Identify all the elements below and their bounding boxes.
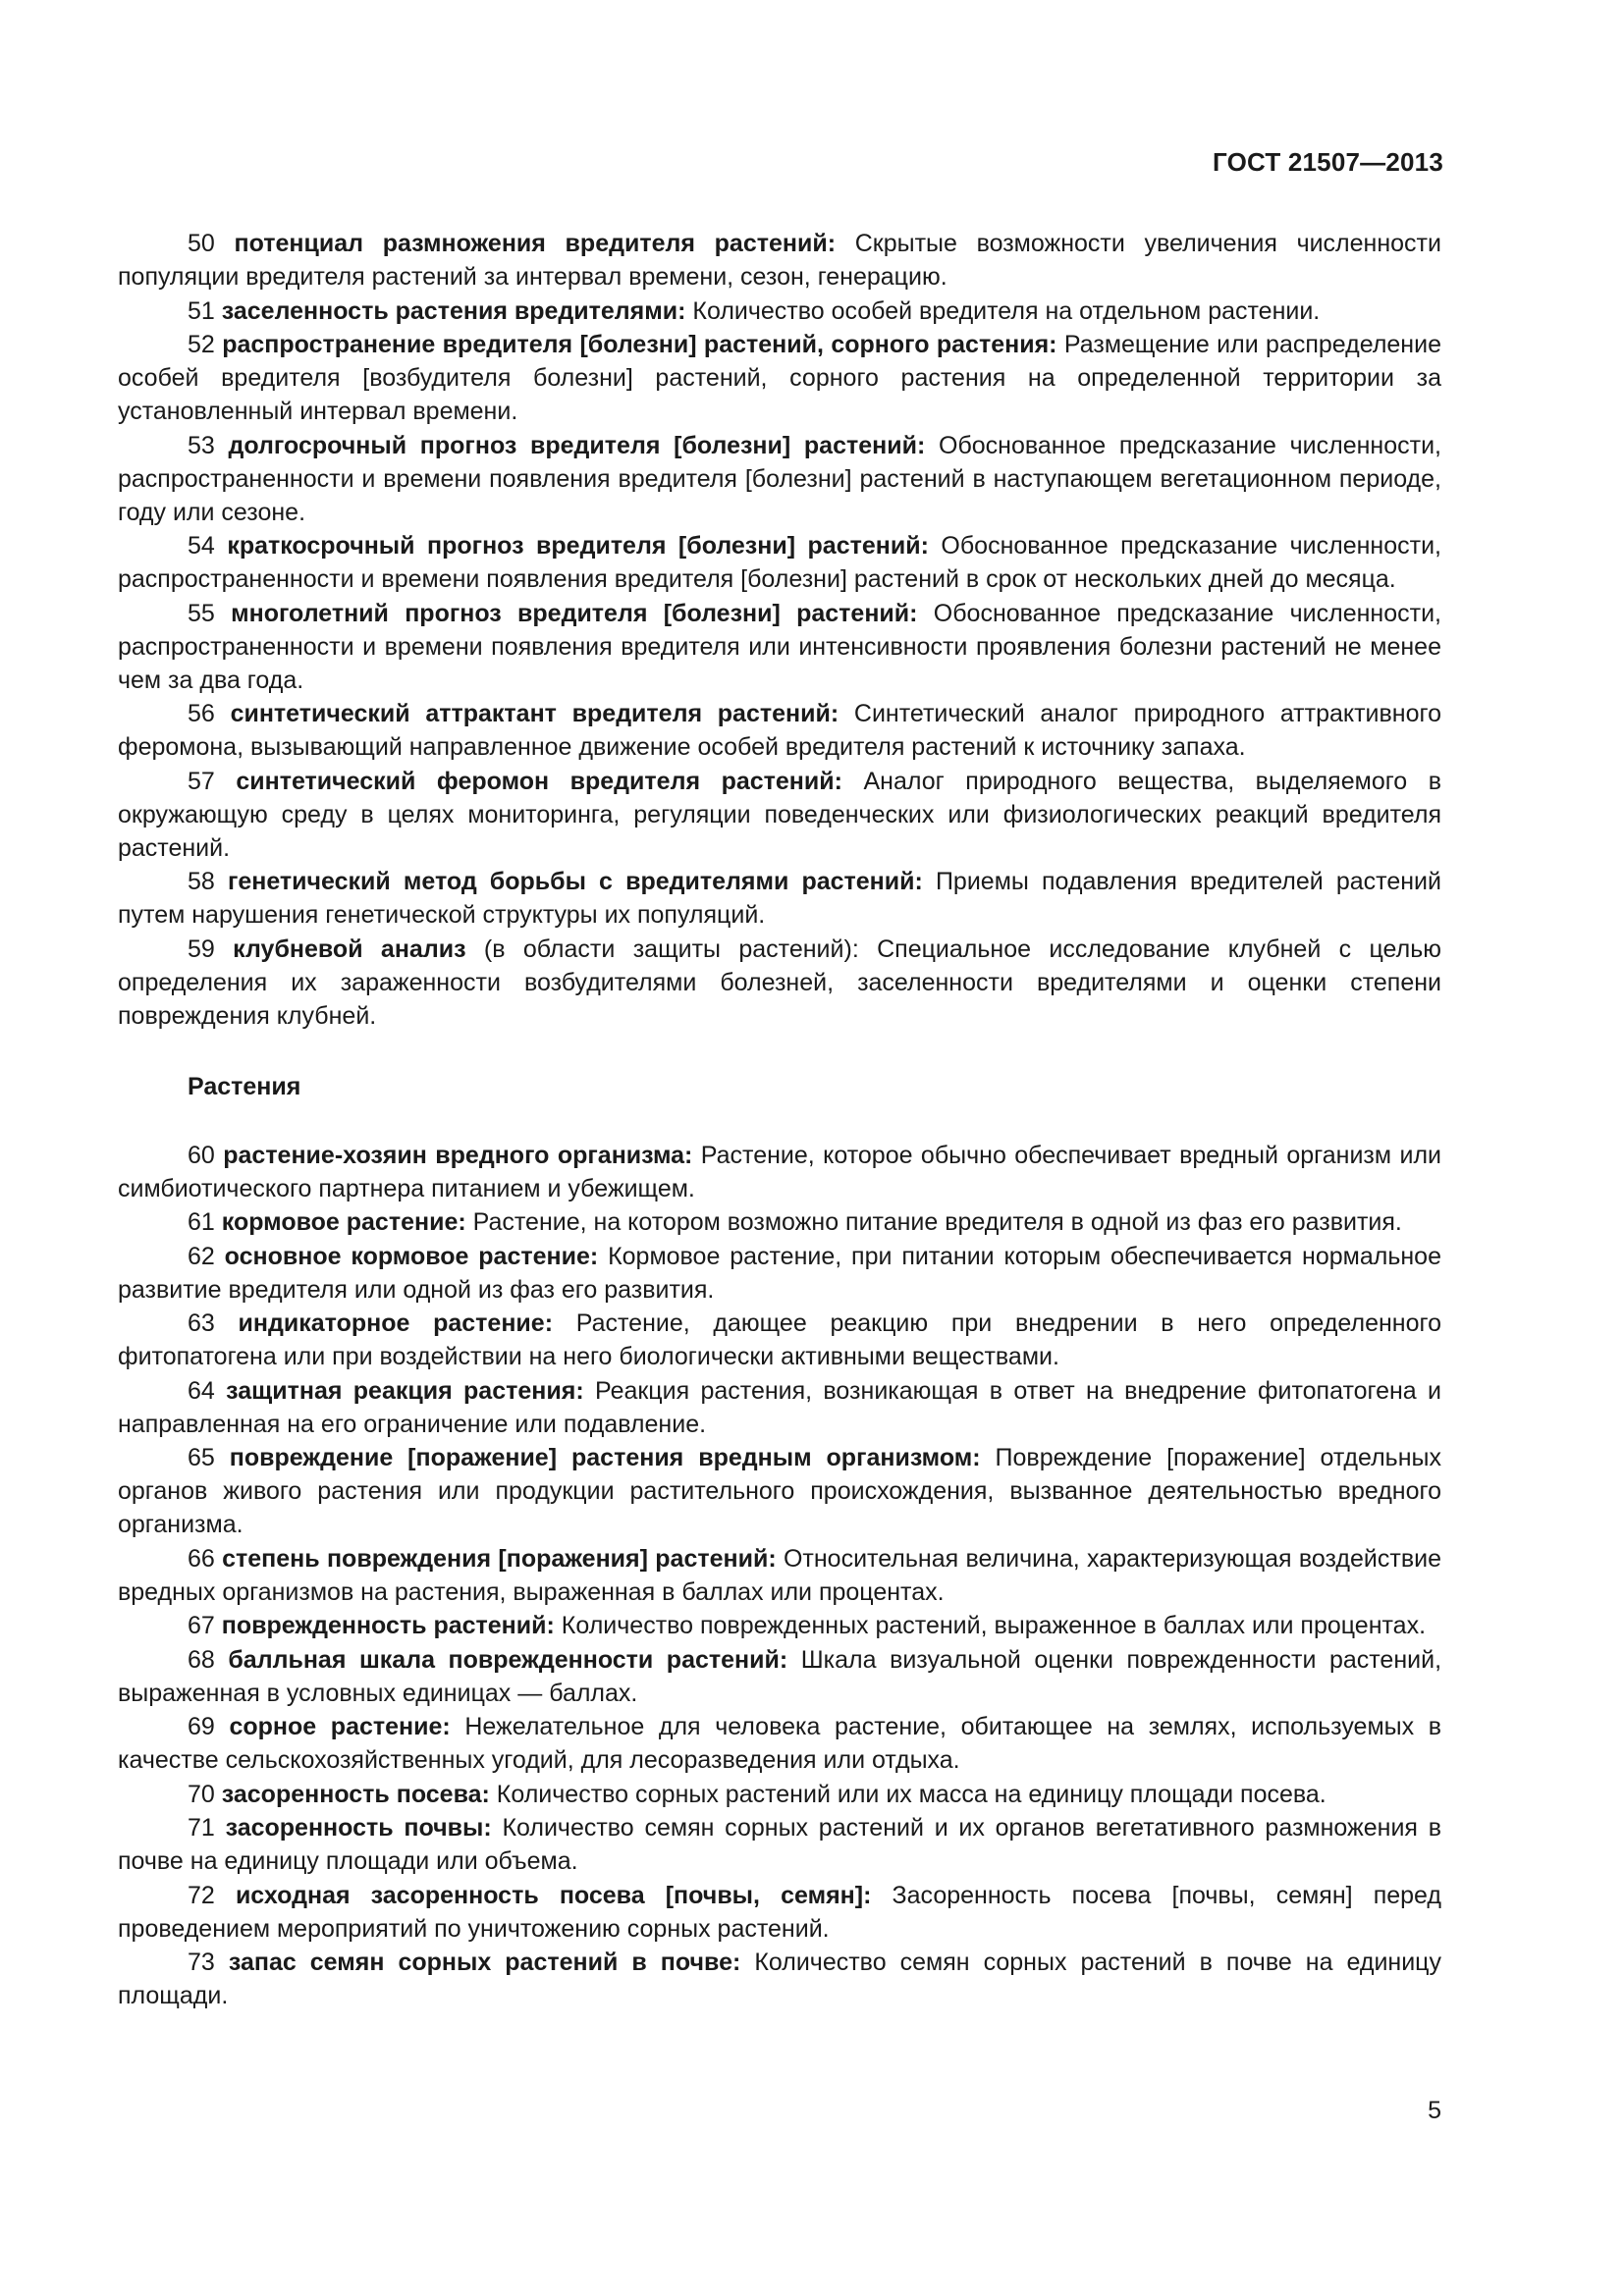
entry-term: генетический метод борьбы с вредителями растений:	[227, 868, 923, 895]
term-entry-65	[118, 1441, 1441, 1541]
term-entry-51	[118, 294, 1441, 328]
entry-number: 54	[188, 532, 215, 560]
entry-number: 71	[188, 1814, 215, 1842]
term-entry-73	[118, 1946, 1441, 2012]
entry-number: 57	[188, 767, 215, 795]
term-entry-59	[118, 933, 1441, 1033]
entry-definition: Аналог природного вещества, выделяемого в окружающую среду в целях мониторинга, регуляции поведенческих или физиологических реакций вредителя растений.	[118, 767, 1441, 862]
entry-number: 73	[188, 1949, 215, 1976]
term-entry-54	[118, 529, 1441, 596]
page-number: 5	[1428, 2097, 1441, 2124]
entry-number: 61	[188, 1208, 215, 1236]
term-entry-55	[118, 597, 1441, 697]
entry-number: 70	[188, 1780, 215, 1808]
entry-definition: Скрытые возможности увеличения численности популяции вредителя растений за интервал времени, сезон, генерацию.	[118, 230, 1441, 291]
entry-definition: Относительная величина, характеризующая воздействие вредных организмов на растения, выраженная в баллах или процентах.	[118, 1544, 1441, 1606]
entry-term: кормовое растение:	[221, 1208, 466, 1236]
terms-list-group-1	[118, 227, 1441, 1033]
entry-number: 65	[188, 1444, 215, 1471]
entry-term: синтетический аттрактант вредителя растений:	[230, 700, 839, 727]
section-heading: Растения	[188, 1072, 301, 1100]
entry-number: 62	[188, 1242, 215, 1270]
term-entry-58	[118, 865, 1441, 932]
entry-definition: Засоренность посева [почвы, семян] перед проведением мероприятий по уничтожению сорных растений.	[118, 1881, 1441, 1943]
entry-term: засоренность посева:	[221, 1780, 490, 1808]
entry-number: 58	[188, 868, 215, 895]
entry-term: основное кормовое растение:	[224, 1242, 599, 1270]
entry-term: индикаторное растение:	[238, 1309, 554, 1337]
entry-term: сорное растение:	[229, 1713, 451, 1740]
entry-number: 68	[188, 1645, 215, 1674]
entry-definition: (в области защиты растений): Специальное исследование клубней с целью определения их зараженности возбудителями болезней, заселенности вредителями и оценки степени повреждения клубней.	[118, 934, 1441, 1030]
entry-term: заселенность растения вредителями:	[221, 296, 686, 325]
entry-definition: Кормовое растение, при питании которым обеспечивается нормальное развитие вредителя или одной из фаз его развития.	[118, 1242, 1441, 1304]
entry-definition: Синтетический аналог природного аттрактивного феромона, вызывающий направленное движение особей вредителя растений к источнику запаха.	[118, 700, 1441, 761]
term-entry-72	[118, 1879, 1441, 1946]
entry-number: 64	[188, 1376, 215, 1405]
entry-number: 53	[188, 431, 215, 459]
entry-number: 66	[188, 1544, 215, 1573]
term-entry-66	[118, 1542, 1441, 1609]
entry-term: клубневой анализ	[233, 934, 466, 963]
entry-number: 51	[188, 296, 215, 325]
entry-definition: Повреждение [поражение] отдельных органов живого растения или продукции растительного происхождения, вызванное деятельностью вредного организма.	[118, 1444, 1441, 1538]
entry-definition: Количество семян сорных растений в почве на единицу площади.	[118, 1949, 1441, 2009]
entry-term: растение-хозяин вредного организма:	[223, 1141, 693, 1169]
entry-term: защитная реакция растения:	[226, 1376, 584, 1405]
entry-definition: Реакция растения, возникающая в ответ на внедрение фитопатогена и направленная на его ограничение или подавление.	[118, 1376, 1441, 1438]
entry-term: поврежденность растений:	[221, 1612, 555, 1639]
entry-term: потенциал размножения вредителя растений:	[234, 230, 837, 257]
entry-definition: Обоснованное предсказание численности, распространенности и времени появления вредителя [болезни] растений в срок от нескольких дней до месяца.	[118, 532, 1441, 593]
entry-definition: Шкала визуальной оценки поврежденности растений, выраженная в условных единицах — баллах.	[118, 1645, 1442, 1707]
entry-definition: Обоснованное предсказание численности, распространенности и времени появления вредителя [болезни] растений в наступающем вегетационном периоде, году или сезоне.	[118, 431, 1441, 526]
term-entry-53	[118, 429, 1441, 529]
entry-number: 55	[188, 599, 215, 627]
term-entry-62	[118, 1240, 1441, 1307]
entry-definition: Количество семян сорных растений и их органов вегетативного размножения в почве на единицу площади или объема.	[118, 1814, 1442, 1875]
entry-definition: Приемы подавления вредителей растений путем нарушения генетической структуры их популяций.	[118, 868, 1441, 929]
entry-number: 50	[188, 230, 215, 257]
entry-term: синтетический феромон вредителя растений:	[236, 767, 842, 795]
entry-number: 56	[188, 700, 215, 727]
entry-definition: Размещение или распределение особей вредителя [возбудителя болезни] растений, сорного растения на определенной территории за установленный интервал времени.	[118, 331, 1441, 425]
term-entry-56	[118, 697, 1441, 764]
entry-term: долгосрочный прогноз вредителя [болезни] растений:	[228, 431, 926, 459]
entry-definition: Растение, на котором возможно питание вредителя в одной из фаз его развития.	[465, 1208, 1402, 1236]
term-entry-71	[118, 1811, 1441, 1878]
entry-number: 69	[188, 1713, 215, 1740]
entry-term: многолетний прогноз вредителя [болезни] растений:	[231, 599, 918, 627]
term-entry-50	[118, 227, 1441, 294]
entry-term: засоренность почвы:	[225, 1814, 492, 1842]
term-entry-64	[118, 1374, 1441, 1441]
entry-term: балльная шкала поврежденности растений:	[228, 1645, 788, 1674]
entry-definition: Обоснованное предсказание численности, распространенности и времени появления вредителя или интенсивности проявления болезни растений не менее чем за два года.	[118, 599, 1441, 694]
term-entry-61	[118, 1205, 1441, 1239]
entry-definition: Растение, дающее реакцию при внедрении в него определенного фитопатогена или при воздействии на него биологически активными веществами.	[118, 1309, 1441, 1370]
entry-definition: Количество поврежденных растений, выраженное в баллах или процентах.	[554, 1612, 1427, 1639]
entry-term: краткосрочный прогноз вредителя [болезни] растений:	[227, 532, 929, 560]
term-entry-68	[118, 1643, 1441, 1710]
document-body	[118, 227, 1441, 2013]
entry-number: 52	[188, 331, 215, 358]
term-entry-67	[118, 1609, 1441, 1642]
term-entry-63	[118, 1307, 1441, 1373]
entry-number: 60	[188, 1141, 215, 1169]
entry-number: 59	[188, 934, 215, 963]
entry-definition: Количество особей вредителя на отдельном растении.	[685, 296, 1321, 325]
terms-list-group-2	[118, 1139, 1441, 2013]
term-entry-57	[118, 765, 1441, 865]
entry-term: запас семян сорных растений в почве:	[228, 1949, 741, 1976]
term-entry-70	[118, 1778, 1441, 1811]
entry-definition: Количество сорных растений или их масса на единицу площади посева.	[489, 1780, 1326, 1808]
entry-term: распространение вредителя [болезни] растений, сорного растения:	[222, 331, 1057, 358]
term-entry-60	[118, 1139, 1441, 1205]
term-entry-52	[118, 328, 1441, 428]
document-code: ГОСТ 21507—2013	[1213, 147, 1443, 177]
term-entry-69	[118, 1710, 1441, 1777]
entry-term: повреждение [поражение] растения вредным организмом:	[229, 1444, 981, 1471]
entry-number: 63	[188, 1309, 215, 1337]
entry-definition: Растение, которое обычно обеспечивает вредный организм или симбиотического партнера питанием и убежищем.	[118, 1141, 1441, 1202]
entry-number: 72	[188, 1881, 215, 1909]
entry-number: 67	[188, 1612, 215, 1639]
entry-definition: Нежелательное для человека растение, обитающее на землях, используемых в качестве сельскохозяйственных угодий, для лесоразведения или отдыха.	[118, 1713, 1442, 1774]
entry-term: степень повреждения [поражения] растений:	[222, 1544, 777, 1573]
entry-term: исходная засоренность посева [почвы, семян]:	[235, 1881, 872, 1909]
